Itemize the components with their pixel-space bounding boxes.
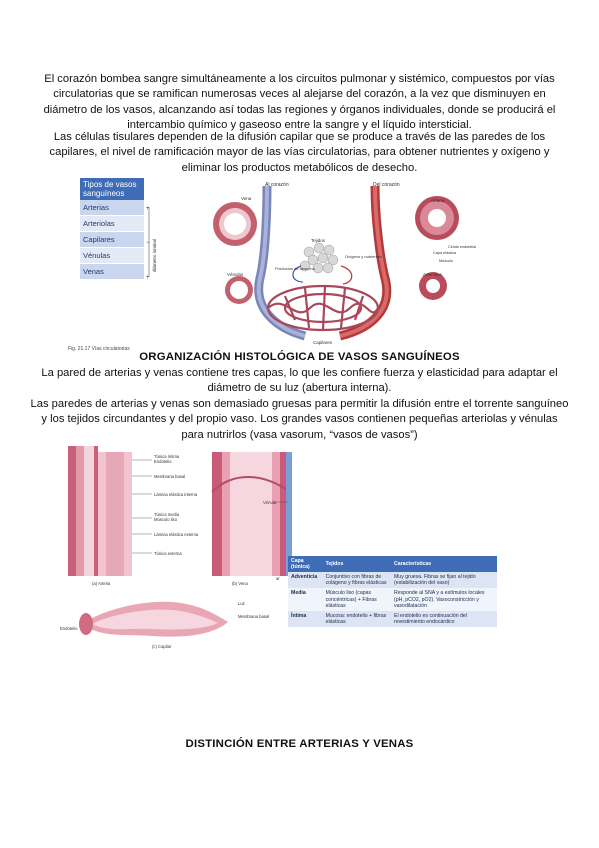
scale-label: diámetro luminal [152, 238, 157, 272]
label-al-corazon: Al corazón [265, 182, 289, 188]
label-c-capilar: (c) Capilar [152, 644, 172, 649]
vessel-type-row: Venas [80, 264, 144, 280]
layer-features: El endotelio es continuación del revestimiento endocárdico [391, 611, 497, 627]
label-tejidos: Tejidos [311, 238, 326, 243]
label-endotelio: Endotelio [154, 459, 172, 464]
table-row [288, 588, 497, 611]
artery-illustration [68, 446, 132, 576]
label-arteriolas: Arteriolas [423, 272, 443, 277]
layer-name: Adventicia [288, 572, 323, 588]
layer-name: Media [288, 588, 323, 611]
label-mark: ar [276, 576, 280, 581]
label-b-vena: (b) Vena [232, 581, 248, 586]
figure-caption: Fig. 21.17 Vías circulatorias [68, 346, 130, 352]
label-membrana-basal: Membrana basal [154, 474, 186, 479]
section-title-distincion: DISTINCIÓN ENTRE ARTERIAS Y VENAS [185, 738, 414, 750]
label-vena: Vena [241, 196, 252, 201]
capillary-illustration [79, 602, 228, 637]
vein-cross-section [213, 202, 257, 246]
label-lamina-elastica-externa: Lámina elástica externa [154, 532, 199, 537]
label-membrana-basal-capilar: Membrana basal [238, 614, 270, 619]
vessel-type-row: Arteriolas [80, 216, 144, 232]
vessel-layers-table [288, 556, 497, 627]
scale-minus: − [146, 240, 150, 246]
vessel-type-row: Arterias [80, 200, 144, 216]
layer-name: Íntima [288, 611, 323, 627]
layer-tissue: Músculo liso (capas concéntricas) + Fibras elásticas [323, 588, 391, 611]
vessel-types-table [80, 178, 144, 280]
section1-paragraph-2: Las paredes de arterias y venas son demasiado gruesas para permitir la difusión entre el torrente sanguíneo y los tejidos circundantes y del propio vaso. Los grandes vasos contienen pequeñas arteriolas y vénulas para nutrirlos (vasa vasorum, “vasos de vasos”) [30, 398, 569, 441]
table-row [288, 572, 497, 588]
label-tunica-intima: Túnica íntima [154, 454, 180, 459]
label-arteria: Arteria [431, 198, 445, 203]
section-title-histologica: ORGANIZACIÓN HISTOLÓGICA DE VASOS SANGUÍNEOS [139, 351, 460, 363]
vessel-type-row: Capilares [80, 232, 144, 248]
label-capilares: Capilares [313, 340, 333, 345]
label-musculo: Músculo [439, 259, 454, 263]
label-lamina-elastica-interna: Lámina elástica interna [154, 492, 198, 497]
label-musculo-liso: Músculo liso [154, 517, 178, 522]
vessel-wall-histology-figure [62, 442, 284, 652]
label-productos: Productos de desecho [275, 266, 315, 271]
label-venulas: Vénulas [227, 272, 244, 277]
label-celula-endotelial: Célula endotelial [448, 245, 477, 249]
layer-features: Muy gruesa. Fibras se fijan al tejido (estabilización del vaso) [391, 572, 497, 588]
label-endotelio-capilar: Endotelio [60, 626, 78, 631]
vein-illustration [212, 452, 292, 576]
intro-paragraph-2: Las células tisulares dependen de la difusión capilar que se produce a través de las paredes de los capilares, el nivel de ramificación mayor de las vías circulatorias, para obtener nutrientes y oxígeno y eliminar los productos metabólicos de desecho. [49, 131, 550, 174]
table-row [288, 611, 497, 627]
label-capa-elastica: Capa elástica [433, 251, 457, 255]
layers-header-capa: Capa (túnica) [288, 556, 323, 572]
label-oxigeno: Oxígeno y nutrientes [345, 254, 382, 259]
layers-header-caracteristicas: Características [391, 556, 497, 572]
layers-header-tejidos: Tejidos [323, 556, 391, 572]
label-a-arteria: (a) Arteria [92, 581, 111, 586]
scale-plus-bottom: + [146, 275, 150, 281]
scale-plus-top: + [146, 206, 150, 212]
layer-tissue: Mucosa: endotelio + fibras elásticas [323, 611, 391, 627]
label-tunica-externa: Túnica externa [154, 551, 182, 556]
venule-cross-section [225, 276, 253, 304]
section1-paragraph-1: La pared de arterias y venas contiene tres capas, lo que les confiere fuerza y elasticidad para adaptar el diámetro de su luz (abertura interna). [41, 367, 558, 395]
luminal-diameter-scale [146, 204, 158, 280]
vessel-types-header: Tipos de vasos sanguíneos [80, 178, 144, 200]
layer-tissue: Conjuntivo con fibras de colágeno y fibras elásticas [323, 572, 391, 588]
layer-features: Responde al SNA y a estímulos locales (pH, pCO2, pO2). Vasoconstricción y vasodilatación [391, 588, 497, 611]
intro-paragraph-1: El corazón bombea sangre simultáneamente a los circuitos pulmonar y sistémico, compuestos por vías circulatorias que se ramifican numerosas veces al alejarse del corazón, a la vez que disminuyen en diámetro de los vasos, alcanzando así todas las regiones y órganos individuales, donde se producirá el intercambio químico y gaseoso entre la sangre y el líquido intersticial. [43, 73, 556, 132]
label-del-corazon: Del corazón [373, 182, 400, 188]
label-tunica-media: Túnica media [154, 512, 180, 517]
label-luz: Luz [238, 601, 245, 606]
circulation-diagram [205, 178, 480, 346]
vessel-type-row: Vénulas [80, 248, 144, 264]
label-venula: Vénula [263, 500, 277, 505]
